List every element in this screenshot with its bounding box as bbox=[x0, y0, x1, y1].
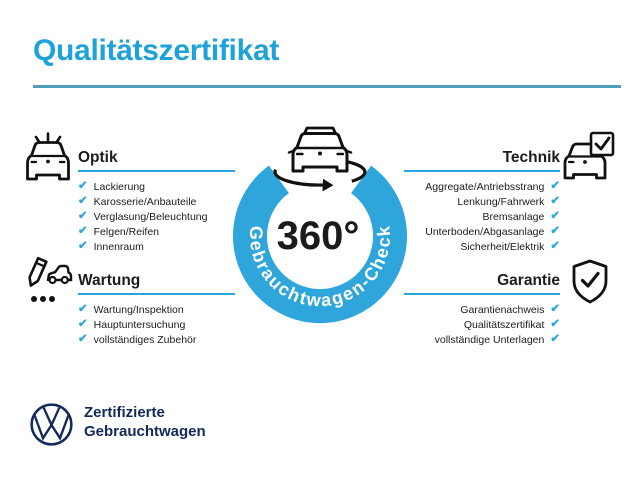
section-title-garantie: Garantie bbox=[497, 272, 560, 289]
title-divider bbox=[33, 85, 621, 88]
list-item-label: Innenraum bbox=[93, 240, 144, 253]
check-icon: ✔ bbox=[78, 195, 88, 208]
list-item-label: Verglasung/Beleuchtung bbox=[93, 210, 208, 223]
check-icon: ✔ bbox=[78, 180, 88, 193]
list-item-label: Garantienachweis bbox=[460, 303, 545, 316]
check-icon: ✔ bbox=[550, 180, 560, 193]
section-title-technik: Technik bbox=[502, 149, 560, 166]
check-icon: ✔ bbox=[550, 318, 560, 331]
list-item-label: Bremsanlage bbox=[482, 210, 545, 223]
list-item-label: Sicherheit/Elektrik bbox=[460, 240, 545, 253]
list-item-label: Karosserie/Anbauteile bbox=[93, 195, 197, 208]
check-icon: ✔ bbox=[78, 333, 88, 346]
shiny-car-icon bbox=[23, 130, 73, 184]
list-item-label: Qualitätszertifikat bbox=[463, 318, 545, 331]
section-title-optik: Optik bbox=[78, 149, 118, 166]
list-item-label: Hauptuntersuchung bbox=[93, 318, 186, 331]
check-icon: ✔ bbox=[78, 318, 88, 331]
check-icon: ✔ bbox=[550, 225, 560, 238]
section-title-wartung: Wartung bbox=[78, 272, 141, 289]
check-icon: ✔ bbox=[550, 333, 560, 346]
brand-line2: Gebrauchtwagen bbox=[84, 422, 206, 440]
list-item-label: vollständige Unterlagen bbox=[434, 333, 545, 346]
service-checklist-icon bbox=[21, 255, 73, 317]
check-icon: ✔ bbox=[78, 303, 88, 316]
list-item-label: vollständiges Zubehör bbox=[93, 333, 197, 346]
brand-line1: Zertifizierte bbox=[84, 404, 165, 421]
ring-curved-label: Gebrauchtwagen-Check bbox=[245, 225, 395, 311]
brand-wordmark bbox=[84, 404, 206, 441]
vw-logo bbox=[29, 402, 74, 447]
360-check-graphic bbox=[190, 108, 450, 338]
list-item-label: Felgen/Reifen bbox=[93, 225, 160, 238]
check-icon: ✔ bbox=[550, 303, 560, 316]
list-item-label: Lackierung bbox=[93, 180, 146, 193]
list-item-label: Wartung/Inspektion bbox=[93, 303, 184, 316]
page-title: Qualitätszertifikat bbox=[33, 34, 280, 67]
center-360-label: 360° bbox=[276, 214, 360, 258]
check-icon: ✔ bbox=[78, 240, 88, 253]
list-item-label: Aggregate/Antriebsstrang bbox=[425, 180, 545, 193]
list-item-label: Unterboden/Abgasanlage bbox=[425, 225, 545, 238]
check-icon: ✔ bbox=[550, 195, 560, 208]
car-checkbox-icon bbox=[561, 129, 617, 185]
check-icon: ✔ bbox=[78, 225, 88, 238]
check-icon: ✔ bbox=[550, 240, 560, 253]
list-item-label: Lenkung/Fahrwerk bbox=[457, 195, 545, 208]
shield-check-icon bbox=[567, 257, 613, 315]
car-rotate-icon bbox=[275, 128, 365, 191]
check-icon: ✔ bbox=[78, 210, 88, 223]
check-icon: ✔ bbox=[550, 210, 560, 223]
